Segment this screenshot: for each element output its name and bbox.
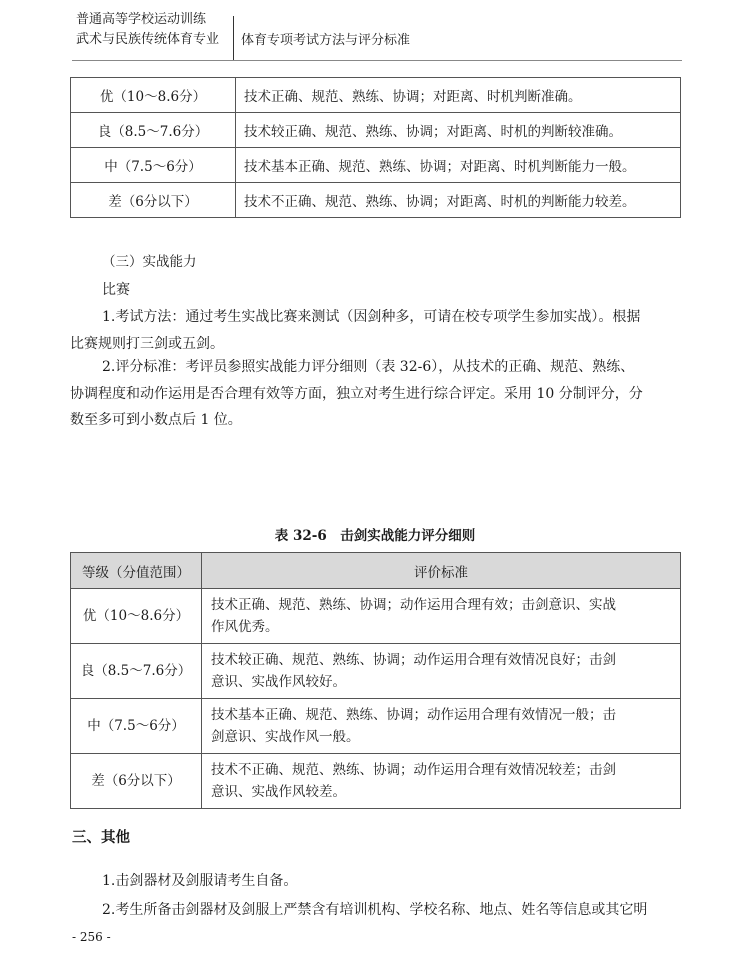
list-item: 1.击剑器材及剑服请考生自备。 <box>102 873 298 889</box>
grade-cell: 优（10～8.6分） <box>71 589 202 644</box>
page-number: - 256 - <box>72 930 111 944</box>
table-caption: 表 32-6 击剑实战能力评分细则 <box>274 528 476 544</box>
criteria-line: 技术不正确、规范、熟练、协调；动作运用合理有效情况较差；击剑 <box>211 762 616 778</box>
grade-cell: 良（8.5～7.6分） <box>71 113 236 148</box>
fencing-scoring-table <box>70 552 681 809</box>
criteria-line: 技术基本正确、规范、熟练、协调；动作运用合理有效情况一般；击 <box>211 707 616 723</box>
criteria-line: 作风优秀。 <box>211 619 279 635</box>
table-header-row <box>71 553 681 589</box>
section-heading-other: 三、其他 <box>72 829 130 846</box>
table-row <box>71 589 681 644</box>
paragraph-line: 比赛规则打三剑或五剑。 <box>70 336 224 352</box>
grade-cell: 良（8.5～7.6分） <box>71 644 202 699</box>
header-divider <box>233 16 234 60</box>
section-heading: （三）实战能力 <box>102 254 197 270</box>
table-row <box>71 113 681 148</box>
paragraph-line: 2.评分标准：考评员参照实战能力评分细则（表 32-6），从技术的正确、规范、熟练、 <box>102 359 635 375</box>
table-row <box>71 78 681 113</box>
paragraph-line: 数至多可到小数点后 1 位。 <box>70 412 242 428</box>
list-item: 2.考生所备击剑器材及剑服上严禁含有培训机构、学校名称、地点、姓名等信息或其它明 <box>102 902 648 918</box>
paragraph-line: 协调程度和动作运用是否合理有效等方面，独立对考生进行综合评定。采用 10 分制评分，分 <box>70 386 643 402</box>
header-title: 体育专项考试方法与评分标准 <box>241 33 411 48</box>
table-row <box>71 754 681 809</box>
criteria-cell <box>202 644 681 699</box>
scoring-table-continued <box>70 77 681 218</box>
criteria-cell <box>202 699 681 754</box>
grade-cell: 优（10～8.6分） <box>71 78 236 113</box>
criteria-line: 技术正确、规范、熟练、协调；动作运用合理有效；击剑意识、实战 <box>211 597 616 613</box>
header-series <box>76 10 232 50</box>
criteria-cell: 技术较正确、规范、熟练、协调；对距离、时机的判断较准确。 <box>236 113 681 148</box>
column-header-grade: 等级（分值范围） <box>71 553 202 589</box>
header-line-2: 武术与民族传统体育专业 <box>76 32 220 47</box>
table-row <box>71 183 681 218</box>
table-row <box>71 699 681 754</box>
criteria-cell <box>202 754 681 809</box>
table-row <box>71 644 681 699</box>
criteria-cell: 技术不正确、规范、熟练、协调；对距离、时机的判断能力较差。 <box>236 183 681 218</box>
header-line-1: 普通高等学校运动训练 <box>76 12 207 27</box>
grade-cell: 中（7.5～6分） <box>71 699 202 754</box>
grade-cell: 差（6分以下） <box>71 183 236 218</box>
criteria-cell: 技术正确、规范、熟练、协调；对距离、时机判断准确。 <box>236 78 681 113</box>
criteria-cell <box>202 589 681 644</box>
criteria-line: 意识、实战作风较好。 <box>211 674 346 690</box>
grade-cell: 差（6分以下） <box>71 754 202 809</box>
criteria-cell: 技术基本正确、规范、熟练、协调；对距离、时机判断能力一般。 <box>236 148 681 183</box>
grade-cell: 中（7.5～6分） <box>71 148 236 183</box>
criteria-line: 技术较正确、规范、熟练、协调；动作运用合理有效情况良好；击剑 <box>211 652 616 668</box>
subsection-label: 比赛 <box>102 282 130 298</box>
header-rule <box>72 60 682 61</box>
table-row <box>71 148 681 183</box>
criteria-line: 剑意识、实战作风一般。 <box>211 729 360 745</box>
criteria-line: 意识、实战作风较差。 <box>211 784 346 800</box>
paragraph-line: 1.考试方法：通过考生实战比赛来测试（因剑种多，可请在校专项学生参加实战）。根据 <box>102 309 641 325</box>
column-header-criteria: 评价标准 <box>202 553 681 589</box>
